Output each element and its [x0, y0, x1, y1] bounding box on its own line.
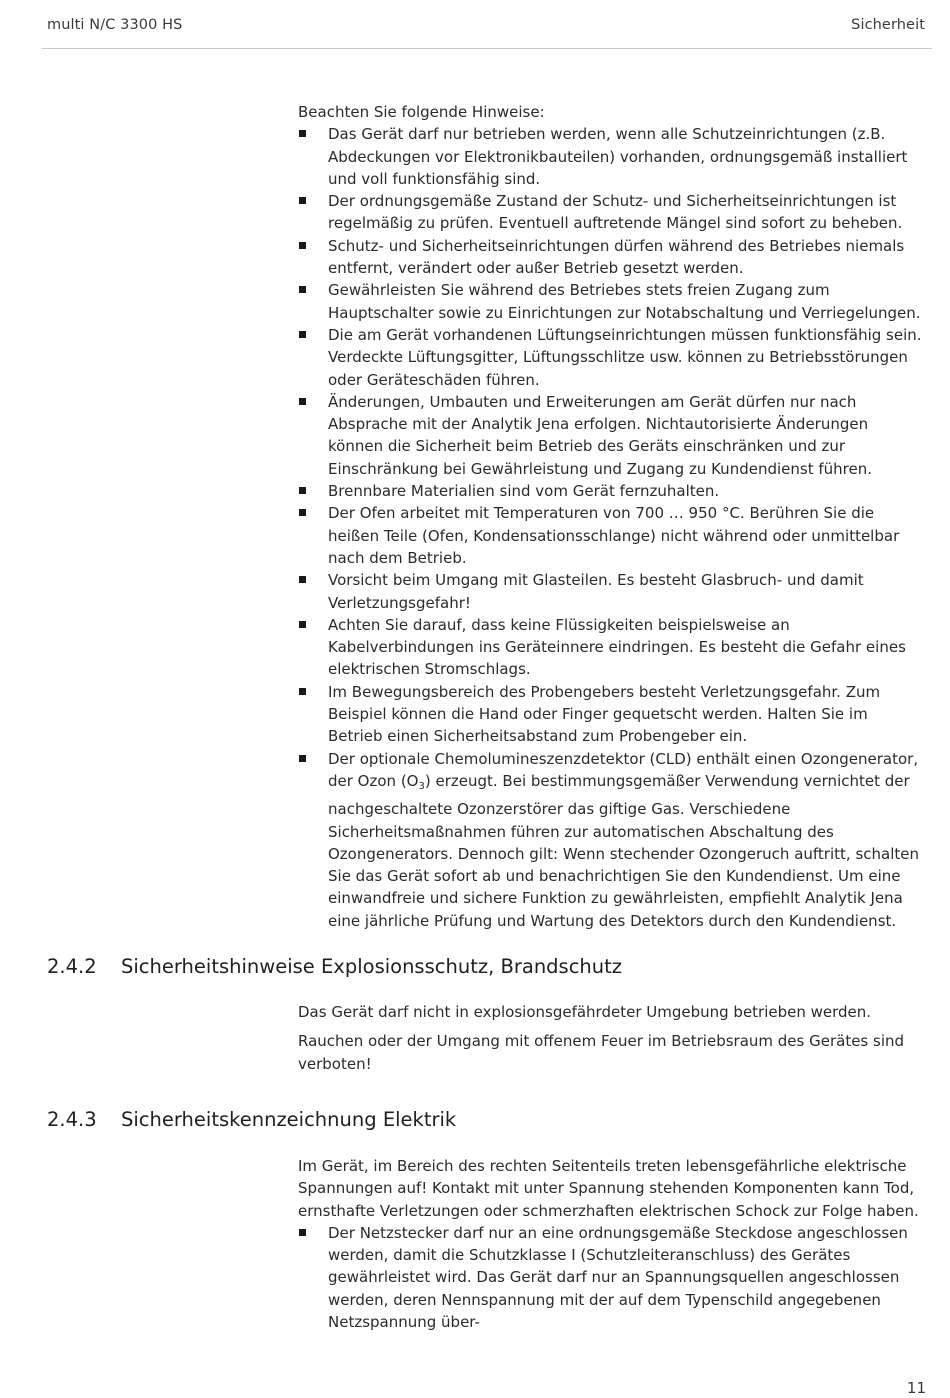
list-item-text: Der Netzstecker darf nur an eine ordnungsgemäße Steckdose angeschlossen werden, damit die Schutzklasse I (Schutzleiteranschluss) des Gerätes gewährleistet wird. Das Gerät darf nur an Spannungsquellen angeschlossen werden, deren Nennspannung mit der auf dem Typenschild angegebenen Netzspannung über- — [328, 1223, 908, 1332]
bullet-square-icon — [299, 621, 306, 628]
list-item-text: Vorsicht beim Umgang mit Glasteilen. Es besteht Glasbruch- und damit Verletzungsgefahr! — [328, 571, 864, 612]
header-product-name: multi N/C 3300 HS — [47, 17, 183, 33]
list-item — [298, 502, 926, 569]
list-item — [298, 279, 926, 324]
list-item — [298, 391, 926, 480]
section-title: Sicherheitskennzeichnung Elektrik — [121, 1108, 457, 1131]
list-item — [298, 569, 926, 614]
section-number: 2.4.2 — [47, 955, 97, 978]
bullet-square-icon — [299, 398, 306, 405]
bullet-square-icon — [299, 130, 306, 137]
paragraph: Das Gerät darf nicht in explosionsgefährdeter Umgebung betrieben werden. — [298, 1003, 872, 1021]
paragraph: Im Gerät, im Bereich des rechten Seitenteils treten lebensgefährliche elektrische Spannungen auf! Kontakt mit unter Spannung stehenden Komponenten kann Tod, ernsthafte Verletzungen oder schmerzhaften elektrischen Schock zur Folge haben. — [298, 1157, 919, 1220]
section-number: 2.4.3 — [47, 1108, 97, 1131]
bullet-square-icon — [299, 576, 306, 583]
cld-text-end: ) erzeugt. Bei bestimmungsgemäßer Verwendung vernichtet der nachgeschaltete Ozonzerstörer das giftige Gas. Verschiedene Sicherheitsmaßnahmen führen zur automatischen Abschaltung des Ozongenerators. Dennoch gilt: Wenn stechender Ozongeruch auftritt, schalten Sie das Gerät sofort ab und benachrichtigen Sie den Kundendienst. Um eine einwandfreie und sichere Funktion zu gewährleisten, empfiehlt Analytik Jena eine jährliche Prüfung und Wartung des Detektors durch den Kundendienst. — [328, 771, 919, 930]
list-item — [298, 235, 926, 280]
list-item — [298, 614, 926, 681]
safety-notes-intro: Beachten Sie folgende Hinweise: — [298, 103, 545, 121]
header-chapter-title: Sicherheit — [851, 17, 925, 33]
bullet-square-icon — [299, 755, 306, 762]
bullet-square-icon — [299, 286, 306, 293]
list-item-text: Achten Sie darauf, dass keine Flüssigkeiten beispielsweise an Kabelverbindungen ins Geräteinnere eindringen. Es besteht die Gefahr eines elektrischen Stromschlags. — [328, 615, 906, 679]
list-item — [298, 480, 926, 502]
safety-notes-block — [298, 101, 926, 932]
list-item — [298, 1222, 926, 1333]
cld-text-start: Der optionale Chemolumineszenzdetektor (CLD) enthält einen Ozongenerator, der Ozon (O — [328, 749, 919, 790]
bullet-square-icon — [299, 242, 306, 249]
list-item — [298, 123, 926, 190]
list-item-text: Gewährleisten Sie während des Betriebes stets freien Zugang zum Hauptschalter sowie zu Einrichtungen zur Notabschaltung und Verriegelungen. — [328, 281, 921, 322]
bullet-square-icon — [299, 197, 306, 204]
bullet-square-icon — [299, 487, 306, 494]
bullet-square-icon — [299, 688, 306, 695]
list-item-text: Die am Gerät vorhandenen Lüftungseinrichtungen müssen funktionsfähig sein. Verdeckte Lüftungsgitter, Lüftungsschlitze usw. können zu Betriebsstörungen oder Geräteschäden führen. — [328, 325, 922, 389]
paragraph: Rauchen oder der Umgang mit offenem Feuer im Betriebsraum des Gerätes sind verboten! — [298, 1032, 905, 1073]
list-item — [298, 190, 926, 235]
safety-notes-list — [298, 123, 926, 932]
bullet-square-icon — [299, 509, 306, 516]
list-item-text: Änderungen, Umbauten und Erweiterungen am Gerät dürfen nur nach Absprache mit der Analytik Jena erfolgen. Nichtautorisierte Änderungen können die Sicherheit beim Betrieb des Geräts einschränken und zur Einschränkung bei Gewährleistung und Zugang zu Kundendienst führen. — [328, 392, 872, 478]
bullet-square-icon — [299, 331, 306, 338]
list-item-text: Brennbare Materialien sind vom Gerät fernzuhalten. — [328, 482, 720, 501]
list-item-text: Im Bewegungsbereich des Probengebers besteht Verletzungsgefahr. Zum Beispiel können die Hand oder Finger gequetscht werden. Halten Sie im Betrieb einen Sicherheitsabstand zum Probengeber ein. — [328, 682, 881, 746]
list-item-cld — [298, 748, 926, 932]
section-2-4-2-body — [298, 1001, 926, 1075]
section-heading-2-4-2 — [47, 954, 622, 980]
list-item-text: Der Ofen arbeitet mit Temperaturen von 700 … 950 °C. Berühren Sie die heißen Teile (Ofen, Kondensationsschlange) nicht während oder unmittelbar nach dem Betrieb. — [328, 504, 900, 567]
header-divider — [42, 48, 932, 49]
page-number: 11 — [906, 1379, 926, 1397]
list-item-text: Der ordnungsgemäße Zustand der Schutz- und Sicherheitseinrichtungen ist regelmäßig zu prüfen. Eventuell auftretende Mängel sind sofort zu beheben. — [328, 192, 903, 233]
section-title: Sicherheitshinweise Explosionsschutz, Brandschutz — [121, 955, 623, 978]
section-2-4-3-body — [298, 1155, 926, 1333]
list-item-text: Schutz- und Sicherheitseinrichtungen dürfen während des Betriebes niemals entfernt, verändert oder außer Betrieb gesetzt werden. — [328, 236, 905, 278]
electrical-notes-list — [298, 1222, 926, 1333]
section-heading-2-4-3 — [47, 1107, 456, 1133]
list-item-text: Das Gerät darf nur betrieben werden, wenn alle Schutzeinrichtungen (z.B. Abdeckungen vor Elektronikbauteilen) vorhanden, ordnungsgemäß installiert und voll funktionsfähig sind. — [328, 125, 908, 188]
bullet-square-icon — [299, 1229, 306, 1236]
ozone-subscript: 3 — [418, 780, 425, 792]
list-item — [298, 324, 926, 391]
list-item — [298, 681, 926, 748]
